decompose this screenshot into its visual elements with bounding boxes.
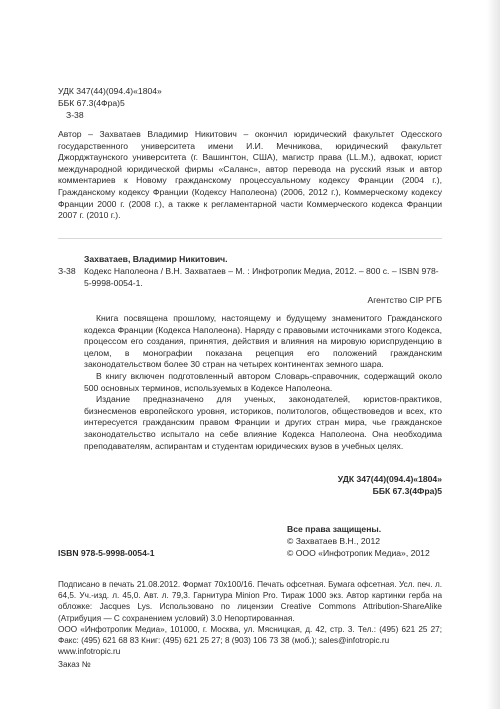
header-code: З-38 [66,110,84,120]
annotation-bbk: ББК 67.3(4Фра)5 [372,486,442,496]
imprint-publisher-contacts: ООО «Инфотропик Медиа», 101000, г. Москва, ул. Мясницкая, д. 42, стр. 3. Тел.: (495) 621 25 27; Факс: (495) 621 68 83 Книг: (495) 621 25 27; 8 (903) 106 73 38 (моб.); sales@infotropic.ru [58,624,442,646]
header-bbk: ББК 67.3(4Фра)5 [58,98,125,108]
imprint-print-details: Подписано в печать 21.08.2012. Формат 70х100/16. Печать офсетная. Бумага офсетная. Усл. печ. л. 64,5. Уч.-изд. л. 45,0. Авт. л. 79,3. Гарнитура Minion Pro. Тираж 1000 экз. Автор картинки герба на обложке: Jacques Lys. Использовано по лицензии Creative Commons Attribution-ShareAlike (Атрибуция — С сохранением условий) 3.0 Непортированная. [58,580,442,623]
rights-heading: Все права защищены. [287,524,382,534]
header-udk: УДК 347(44)(094.4)«1804» [58,86,162,96]
rights-line-publisher: © ООО «Инфотропик Медиа», 2012 [287,548,430,558]
annotation-paragraph-1: Книга посвящена прошлому, настоящему и будущему знаменитого Гражданского кодекса Франции (Кодекса Наполеона). Наряду с правовыми источниками этого Кодекса, процессом его создания, принятия, действия и влияния на мировую юриспруденцию в целом, в монографии показана рецепция его положений гражданским законодательством более 30 стран на четырех континентах земного шара. [84,313,442,370]
divider [58,238,442,239]
imprint [58,579,442,671]
isbn: ISBN 978-5-9998-0054-1 [58,548,155,558]
annotation [84,313,442,452]
imprint-website: www.infotropic.ru [58,647,121,657]
catalog-entry: Кодекс Наполеона / В.Н. Захватаев – М. : Инфотропик Медиа, 2012. – 800 с. – ISBN 978-5-9998-0054-1. [84,266,439,288]
catalog-agency: Агентство CIP РГБ [367,295,442,305]
imprint-order-number: Заказ № [58,660,91,670]
catalog-code: З-38 [58,266,76,276]
rights-line-author: © Захватаев В.Н., 2012 [287,536,381,546]
annotation-udk: УДК 347(44)(094.4)«1804» [337,474,442,484]
annotation-paragraph-3: Издание предназначено для ученых, законодателей, юристов-практиков, бизнесменов европейского уровня, историков, политологов, обществоведов и всех, кто интересуется гражданским правом Франции и других стран мира, чье гражданское законодательство испытало на себе влияние Кодекса Наполеона. Она необходима преподавателям, аспирантам и студентам юридических вузов в учебных целях. [84,394,442,451]
page-gutter-shadow [487,0,500,709]
annotation-paragraph-2: В книгу включен подготовленный автором Словарь-справочник, содержащий около 500 основных терминов, используемых в Кодексе Наполеона. [84,370,442,393]
catalog-author-heading: Захватаев, Владимир Никитович. [84,254,228,264]
author-bio: Автор – Захватаев Владимир Никитович – окончил юридический факультет Одесского государственного университета имени И.И. Мечникова, юридический факультет Джорджтаунского университета (г. Вашингтон, США), магистр права (LL.M.), адвокат, юрист международной юридической фирмы «Саланс», автор перевода на русский язык и автор комментариев к Новому гражданскому процессуальному кодексу Франции (2004 г.), Гражданскому кодексу Франции (Кодексу Наполеона) (2006, 2012 г.), Коммерческому кодексу Франции 2000 г. (2008 г.), а также к регламентарной части Коммерческого кодекса Франции 2007 г. (2010 г.). [58,129,442,221]
